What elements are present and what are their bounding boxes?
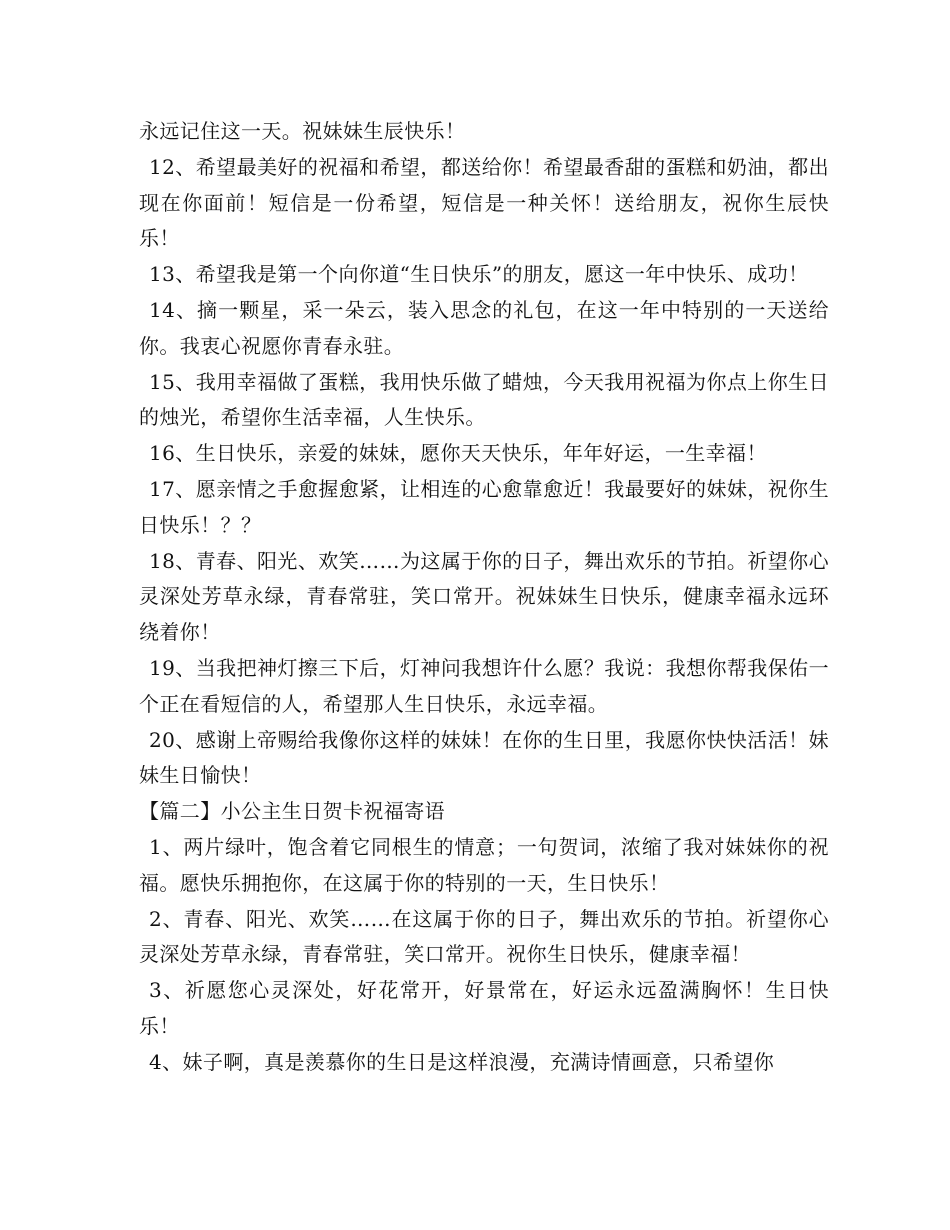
wish-item-4: 4、妹子啊，真是羡慕你的生日是这样浪漫，充满诗情画意，只希望你 [149,1049,775,1074]
wish-item-12: 12、希望最美好的祝福和希望，都送给你！希望最香甜的蛋糕和奶油，都出现在你面前！短信是一份希望，短信是一种关怀！送给朋友，祝你生辰快乐！ [139,154,829,251]
paragraph-continuation: 永远记住这一天。祝妹妹生辰快乐！ [139,119,466,143]
section-heading: 【篇二】小公主生日贺卡祝福寄语 [139,799,445,824]
wish-item-3: 3、祈愿您心灵深处，好花常开，好景常在，好运永远盈满胸怀！生日快乐！ [139,978,829,1038]
wish-item-17: 17、愿亲情之手愈握愈紧，让相连的心愈靠愈近！我最要好的妹妹，祝你生日快乐！？？ [139,476,829,537]
wish-item-19: 19、当我把神灯擦三下后，灯神问我想许什么愿？我说：我想你帮我保佑一个正在看短信的人，希望那人生日快乐，永远幸福。 [139,655,829,716]
wish-item-18: 18、青春、阳光、欢笑……为这属于你的日子，舞出欢乐的节拍。祈望你心灵深处芳草永绿，青春常驻，笑口常开。祝妹妹生日快乐，健康幸福永远环绕着你！ [139,548,829,645]
wish-item-14: 14、摘一颗星，采一朵云，装入思念的礼包，在这一年中特别的一天送给你。我衷心祝愿你青春永驻。 [139,297,829,358]
wish-item-20: 20、感谢上帝赐给我像你这样的妹妹！在你的生日里，我愿你快快活活！妹妹生日愉快！ [139,727,829,788]
wish-item-15: 15、我用幸福做了蛋糕，我用快乐做了蜡烛，今天我用祝福为你点上你生日的烛光，希望你生活幸福，人生快乐。 [139,369,829,430]
wish-item-2: 2、青春、阳光、欢笑……在这属于你的日子，舞出欢乐的节拍。祈望你心灵深处芳草永绿，青春常驻，笑口常开。祝你生日快乐，健康幸福！ [139,906,829,967]
wish-item-13: 13、希望我是第一个向你道“生日快乐”的朋友，愿这一年中快乐、成功！ [149,262,809,287]
document-body [139,114,829,1081]
wish-item-1: 1、两片绿叶，饱含着它同根生的情意；一句贺词，浓缩了我对妹妹你的祝福。愿快乐拥抱你，在这属于你的特别的一天，生日快乐！ [139,834,829,895]
wish-item-16: 16、生日快乐，亲爱的妹妹，愿你天天快乐，年年好运，一生幸福！ [149,441,767,466]
